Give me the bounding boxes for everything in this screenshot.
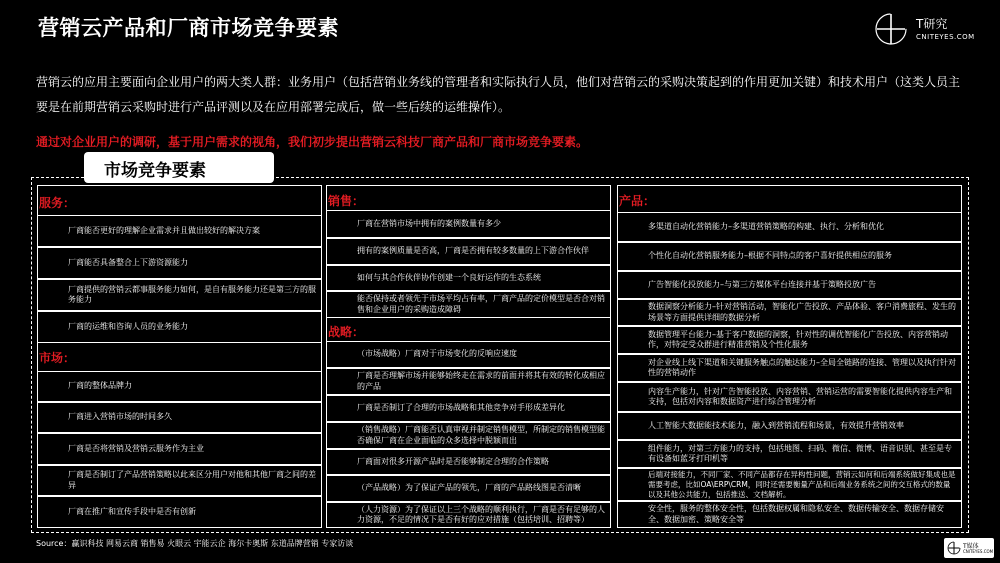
- strategy-item-5: 厂商面对很多开源产品时是否能够制定合理的合作策略: [326, 449, 611, 475]
- market-item-3: 厂商是否将营销及营销云服务作为主业: [37, 433, 322, 465]
- highlight-sentence: 通过对企业用户的调研，基于用户需求的视角，我们初步提出营销云科技厂商产品和厂商市场竞争要素。: [36, 135, 589, 149]
- page-title: 营销云产品和厂商市场竞争要素: [38, 16, 339, 40]
- product-item-6: 对企业线上线下渠道和关键服务触点的触达能力–全局全链路的连接、管理以及执行针对性的营销动作: [617, 354, 962, 382]
- strategy-item-3: 厂商是否制订了合理的市场战略和其他竞争对手形成差异化: [326, 395, 611, 422]
- product-item-11: 安全性，服务的整体安全性，包括数据权属和隐私安全、数据传输安全、数据存储安全、数据加密、策略安全等: [617, 501, 962, 528]
- service-label: 服务：: [39, 196, 76, 210]
- market-label: 市场：: [39, 351, 76, 365]
- product-item-8: 人工智能大数据能技术能力，融入到营销流程和场景，有效提升营销效率: [617, 412, 962, 440]
- source-note: Source：赢识科技 网易云商 销售易 火眼云 宇能云企 海尔卡奥斯 东道品牌营销 专家访谈: [36, 539, 354, 548]
- brand-logo: [874, 10, 984, 50]
- market-item-5: 厂商在推广和宣传手段中是否有创新: [37, 496, 322, 528]
- market-item-4: 厂商是否制订了产品营销策略以此来区分用户对他和其他厂商之间的差异: [37, 465, 322, 496]
- t-logo-icon: [874, 12, 908, 46]
- sales-item-2: 拥有的案例质量是否高，厂商是否拥有较多数量的上下游合作伙伴: [326, 238, 611, 265]
- strategy-item-1: （市场战略）厂商对于市场变化的反响应速度: [326, 341, 611, 368]
- section-heading-text: 市场竞争要素: [104, 161, 206, 181]
- footer-logo-badge: [944, 538, 994, 558]
- sales-item-4: 能否保持或者领先于市场平均占有率，厂商产品的定价模型是否合对销售和企业用户的采购造成障碍: [326, 291, 611, 318]
- product-label: 产品：: [619, 194, 656, 208]
- service-item-4: 厂商的运维和咨询人员的业务能力: [37, 311, 322, 343]
- product-item-5: 数据管理平台能力–基于客户数据的洞察，针对性的调优智能化广告投放、内容营销动作，对特定受众群进行精准营销及个性化服务: [617, 326, 962, 354]
- service-item-1: 厂商能否更好的理解企业需求并且做出较好的解决方案: [37, 215, 322, 247]
- sales-item-1: 厂商在营销市场中拥有的案例数量有多少: [326, 210, 611, 238]
- market-item-2: 厂商进入营销市场的时间多久: [37, 402, 322, 433]
- badge-name: T媒体: [963, 543, 979, 550]
- t-logo-small-icon: [947, 541, 961, 555]
- section-heading: [84, 152, 274, 183]
- product-item-3: 广告智能化投放能力–与第三方媒体平台连接并基于策略投放广告: [617, 271, 962, 299]
- strategy-item-7: （人力资源）为了保证以上三个战略的顺利执行，厂商是否有足够的人力资源，不足的情况下是否有好的应对措施（包括培训、招聘等）: [326, 502, 611, 528]
- service-item-3: 厂商提供的营销云都事服务能力如何，是自有服务能力还是第三方的服务能力: [37, 279, 322, 311]
- product-item-1: 多渠道自动化营销能力–多渠道营销策略的构建、执行、分析和优化: [617, 212, 962, 242]
- sales-item-3: 如何与其合作伙伴协作创建一个良好运作的生态系统: [326, 265, 611, 291]
- strategy-item-2: 厂商是否理解市场并能够始终走在需求的前面并将其有效的转化成相应的产品: [326, 368, 611, 395]
- logo-domain: CNITEYES.COM: [916, 33, 975, 41]
- badge-domain: CNITEYES.COM: [963, 549, 994, 554]
- product-item-10: 后端对接能力，不同厂家、不同产品都存在异构性问题，营销云如何和后端系统做好集成也是需要考虑，比如OA\ERP\CRM，同时还需要衡量产品和后端业务系统之间的交互格式的数量以及其他公共能力，包括推送、文档解析。: [617, 468, 962, 501]
- service-item-2: 厂商能否具备整合上下游资源能力: [37, 247, 322, 279]
- logo-name: T研究: [916, 17, 948, 31]
- product-item-4: 数据洞察分析能力–针对营销活动，智能化广告投放、产品体验、客户消费旅程、发生的场景等方面提供详细的数据分析: [617, 299, 962, 326]
- product-item-7: 内容生产能力，针对广告智能投放、内容营销、营销运营的需要智能化提供内容生产和支持，包括对内容和数据资产进行综合管理分析: [617, 382, 962, 412]
- strategy-label: 战略：: [328, 325, 365, 339]
- sales-label: 销售：: [328, 194, 365, 208]
- product-item-9: 组件能力，对第三方能力的支持，包括地图、扫码、微信、微博、语音识别、甚至是专有设备如蓝牙打印机等: [617, 440, 962, 468]
- strategy-item-6: （产品战略）为了保证产品的领先，厂商的产品路线图是否清晰: [326, 475, 611, 502]
- intro-paragraph: 营销云的应用主要面向企业用户的两大类人群：业务用户（包括营销业务线的管理者和实际执行人员，他们对营销云的采购决策起到的作用更加关键）和技术用户（这类人员主要是在前期营销云采购时进行产品评测以及在应用部署完成后，做一些后续的运维操作）。: [36, 75, 961, 114]
- product-item-2: 个性化自动化营销服务能力–根据不同特点的客户喜好提供相应的服务: [617, 242, 962, 271]
- market-item-1: 厂商的整体品牌力: [37, 371, 322, 402]
- strategy-item-4: （销售战略）厂商能否认真审视并制定销售模型，所制定的销售模型能否确保厂商在企业面临的众多选择中脱颖而出: [326, 422, 611, 449]
